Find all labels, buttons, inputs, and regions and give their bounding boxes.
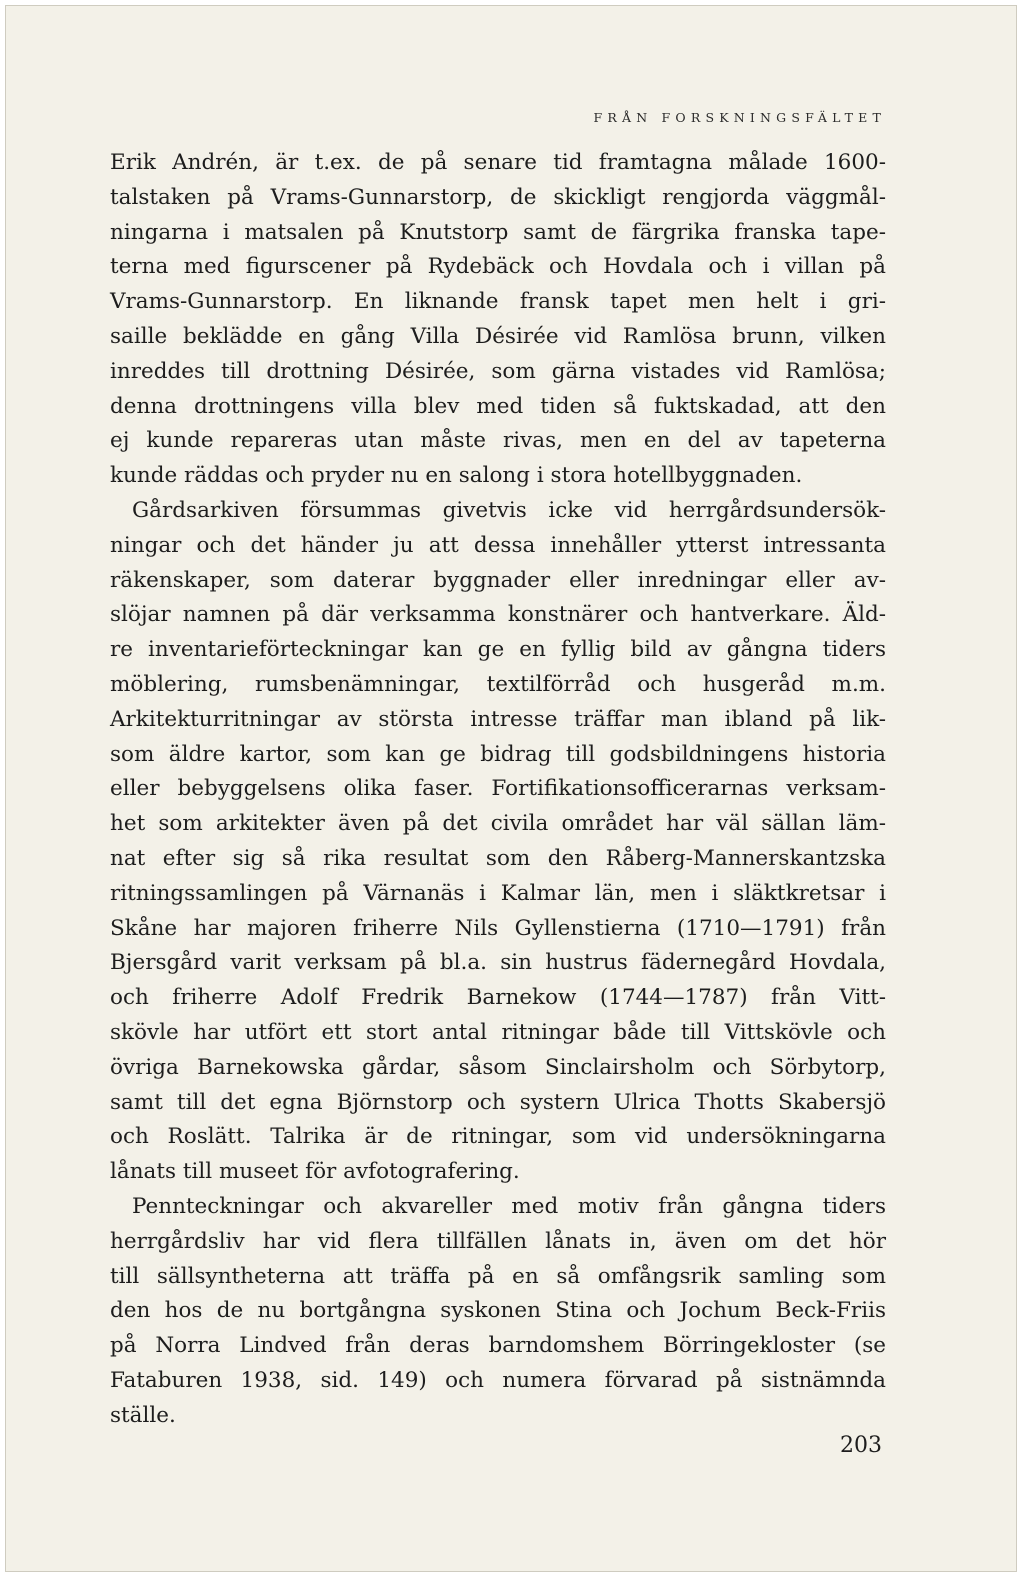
text-line: kunde räddas och pryder nu en salong i stora hotellbyggnaden. xyxy=(110,463,803,489)
text-line: eller bebyggelsens olika faser. Fortifikationsofficerarnas verksam- xyxy=(110,776,886,802)
paragraph xyxy=(110,1190,886,1434)
text-line: ställe. xyxy=(110,1402,176,1428)
text-line: ningarna i matsalen på Knutstorp samt de färgrika franska tape- xyxy=(110,219,886,245)
body-text xyxy=(110,146,886,1433)
text-line: Gårdsarkiven försummas givetvis icke vid herrgårdsundersök- xyxy=(132,497,886,523)
text-line: räkenskaper, som daterar byggnader eller inredningar eller av- xyxy=(110,567,886,593)
page-number: 203 xyxy=(840,1433,882,1458)
text-line: Bjersgård varit verksam på bl.a. sin hustrus fädernegård Hovdala, xyxy=(110,950,886,976)
text-line: övriga Barnekowska gårdar, såsom Sinclairsholm och Sörbytorp, xyxy=(110,1054,886,1080)
text-line: terna med figurscener på Rydebäck och Hovdala och i villan på xyxy=(110,254,886,280)
text-line: skövle har utfört ett stort antal ritningar både till Vittskövle och xyxy=(110,1019,886,1045)
text-line: Erik Andrén, är t.ex. de på senare tid framtagna målade 1600- xyxy=(110,150,886,175)
text-line: och Roslätt. Talrika är de ritningar, som vid undersökningarna xyxy=(110,1124,886,1150)
text-line: Vrams-Gunnarstorp. En liknande fransk tapet men helt i gri- xyxy=(110,289,886,315)
text-line: ningar och det händer ju att dessa innehåller ytterst intressanta xyxy=(110,532,886,558)
text-line: ritningssamlingen på Värnanäs i Kalmar län, men i släktkretsar i xyxy=(110,880,886,906)
text-line: till sällsyntheterna att träffa på en så omfångsrik samling som xyxy=(110,1263,886,1289)
text-line: saille beklädde en gång Villa Désirée vid Ramlösa brunn, vilken xyxy=(110,323,886,349)
text-line: het som arkitekter även på det civila området har väl sällan läm- xyxy=(110,811,886,837)
text-line: Fataburen 1938, sid. 149) och numera förvarad på sistnämnda xyxy=(110,1367,886,1393)
text-line: slöjar namnen på där verksamma konstnärer och hantverkare. Äld- xyxy=(110,602,886,628)
paragraph xyxy=(110,494,886,1190)
text-line: som äldre kartor, som kan ge bidrag till godsbildningens historia xyxy=(110,741,886,767)
paragraph xyxy=(110,146,886,494)
text-line: och friherre Adolf Fredrik Barnekow (1744—1787) från Vitt- xyxy=(110,985,886,1011)
text-line: herrgårdsliv har vid flera tillfällen lånats in, även om det hör xyxy=(110,1228,886,1254)
text-line: på Norra Lindved från deras barndomshem Börringekloster (se xyxy=(110,1333,886,1359)
text-line: lånats till museet för avfotografering. xyxy=(110,1159,520,1185)
text-line: nat efter sig så rika resultat som den Råberg-Mannerskantzska xyxy=(110,845,886,871)
text-line: den hos de nu bortgångna syskonen Stina och Jochum Beck-Friis xyxy=(110,1298,886,1324)
text-line: Arkitekturritningar av största intresse träffar man ibland på lik- xyxy=(110,706,886,732)
text-line: samt till det egna Björnstorp och systern Ulrica Thotts Skabersjö xyxy=(110,1089,886,1115)
text-line: ej kunde repareras utan måste rivas, men en del av tapeterna xyxy=(110,428,886,454)
text-line: Skåne har majoren friherre Nils Gyllenstierna (1710—1791) från xyxy=(110,915,886,941)
book-page xyxy=(5,5,1017,1572)
text-line: denna drottningens villa blev med tiden så fuktskadad, att den xyxy=(110,393,886,419)
text-line: inreddes till drottning Désirée, som gärna vistades vid Ramlösa; xyxy=(110,358,886,384)
text-line: möblering, rumsbenämningar, textilförråd och husgeråd m.m. xyxy=(110,671,886,697)
text-line: talstaken på Vrams-Gunnarstorp, de skickligt rengjorda väggmål- xyxy=(110,184,886,210)
text-line: re inventarieförteckningar kan ge en fyllig bild av gångna tiders xyxy=(110,637,886,663)
text-line: Pennteckningar och akvareller med motiv från gångna tiders xyxy=(132,1193,886,1219)
running-head: FRÅN FORSKNINGSFÄLTET xyxy=(593,110,886,125)
